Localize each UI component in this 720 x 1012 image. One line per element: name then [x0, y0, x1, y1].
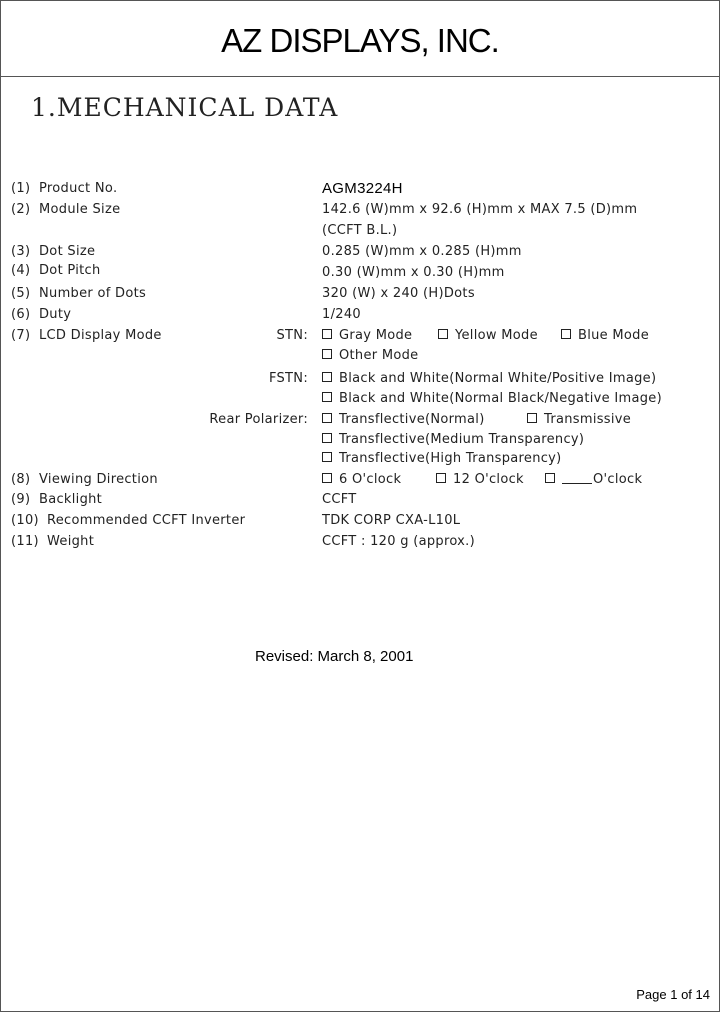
item-label: LCD Display Mode — [39, 328, 162, 343]
checkbox-icon[interactable] — [322, 349, 332, 359]
item-number: (4) — [11, 263, 31, 278]
item-label: Module Size — [39, 202, 121, 217]
item-value: 320 (W) x 240 (H)Dots — [322, 286, 475, 301]
item-value: CCFT — [322, 492, 357, 507]
item-label: Number of Dots — [39, 286, 147, 301]
item-number: (11) — [11, 534, 39, 549]
option-blue-mode[interactable]: Blue Mode — [561, 328, 649, 343]
item-label: Dot Pitch — [39, 263, 101, 278]
item-value: TDK CORP CXA-L10L — [322, 513, 461, 528]
item-number: (5) — [11, 286, 31, 301]
checkbox-icon[interactable] — [527, 413, 537, 423]
item-number: (6) — [11, 307, 31, 322]
checkbox-icon[interactable] — [322, 433, 332, 443]
checkbox-icon[interactable] — [322, 452, 332, 462]
option-other-mode[interactable]: Other Mode — [322, 348, 418, 363]
item-label: Duty — [39, 307, 72, 322]
option-12-oclock[interactable]: 12 O'clock — [436, 472, 524, 487]
revision-date: Revised: March 8, 2001 — [255, 648, 414, 665]
item-number: (3) — [11, 244, 31, 259]
option-transmissive[interactable]: Transmissive — [527, 412, 631, 427]
stn-label: STN: — [276, 328, 308, 343]
company-header: AZ DISPLAYS, INC. — [221, 22, 499, 59]
header-divider — [1, 76, 719, 77]
item-value: CCFT : 120 g (approx.) — [322, 534, 475, 549]
option-normal-white[interactable]: Black and White(Normal White/Positive Image) — [322, 371, 656, 386]
option-custom-oclock[interactable]: O'clock — [545, 472, 642, 487]
option-yellow-mode[interactable]: Yellow Mode — [438, 328, 538, 343]
checkbox-icon[interactable] — [438, 329, 448, 339]
fstn-label: FSTN: — [268, 371, 308, 386]
item-number: (2) — [11, 202, 31, 217]
option-normal-black[interactable]: Black and White(Normal Black/Negative Image) — [322, 391, 662, 406]
item-label: Weight — [47, 534, 95, 549]
item-label: Product No. — [39, 181, 118, 196]
item-label: Dot Size — [39, 244, 96, 259]
page-number: Page 1 of 14 — [636, 987, 710, 1002]
checkbox-icon[interactable] — [322, 329, 332, 339]
option-transflective-high[interactable]: Transflective(High Transparency) — [322, 451, 562, 466]
checkbox-icon[interactable] — [322, 372, 332, 382]
item-value: 1/240 — [322, 307, 361, 322]
item-value: 142.6 (W)mm x 92.6 (H)mm x MAX 7.5 (D)mm — [322, 202, 638, 217]
item-number: (10) — [11, 513, 39, 528]
option-6-oclock[interactable]: 6 O'clock — [322, 472, 401, 487]
item-label: Backlight — [39, 492, 103, 507]
item-label: Recommended CCFT Inverter — [47, 513, 246, 528]
item-value: 0.30 (W)mm x 0.30 (H)mm — [322, 265, 505, 280]
polarizer-label: Rear Polarizer: — [209, 412, 308, 427]
item-label: Viewing Direction — [39, 472, 158, 487]
item-value-note: (CCFT B.L.) — [322, 223, 398, 238]
checkbox-icon[interactable] — [561, 329, 571, 339]
checkbox-icon[interactable] — [322, 413, 332, 423]
option-transflective-medium[interactable]: Transflective(Medium Transparency) — [322, 432, 584, 447]
checkbox-icon[interactable] — [436, 473, 446, 483]
option-transflective-normal[interactable]: Transflective(Normal) — [322, 412, 485, 427]
item-number: (7) — [11, 328, 31, 343]
item-value: 0.285 (W)mm x 0.285 (H)mm — [322, 244, 522, 259]
product-number: AGM3224H — [322, 180, 403, 197]
option-gray-mode[interactable]: Gray Mode — [322, 328, 412, 343]
blank-field[interactable] — [562, 473, 592, 484]
checkbox-icon[interactable] — [545, 473, 555, 483]
item-number: (9) — [11, 492, 31, 507]
item-number: (8) — [11, 472, 31, 487]
checkbox-icon[interactable] — [322, 392, 332, 402]
item-number: (1) — [11, 181, 31, 196]
section-title: 1.MECHANICAL DATA — [31, 93, 339, 122]
checkbox-icon[interactable] — [322, 473, 332, 483]
